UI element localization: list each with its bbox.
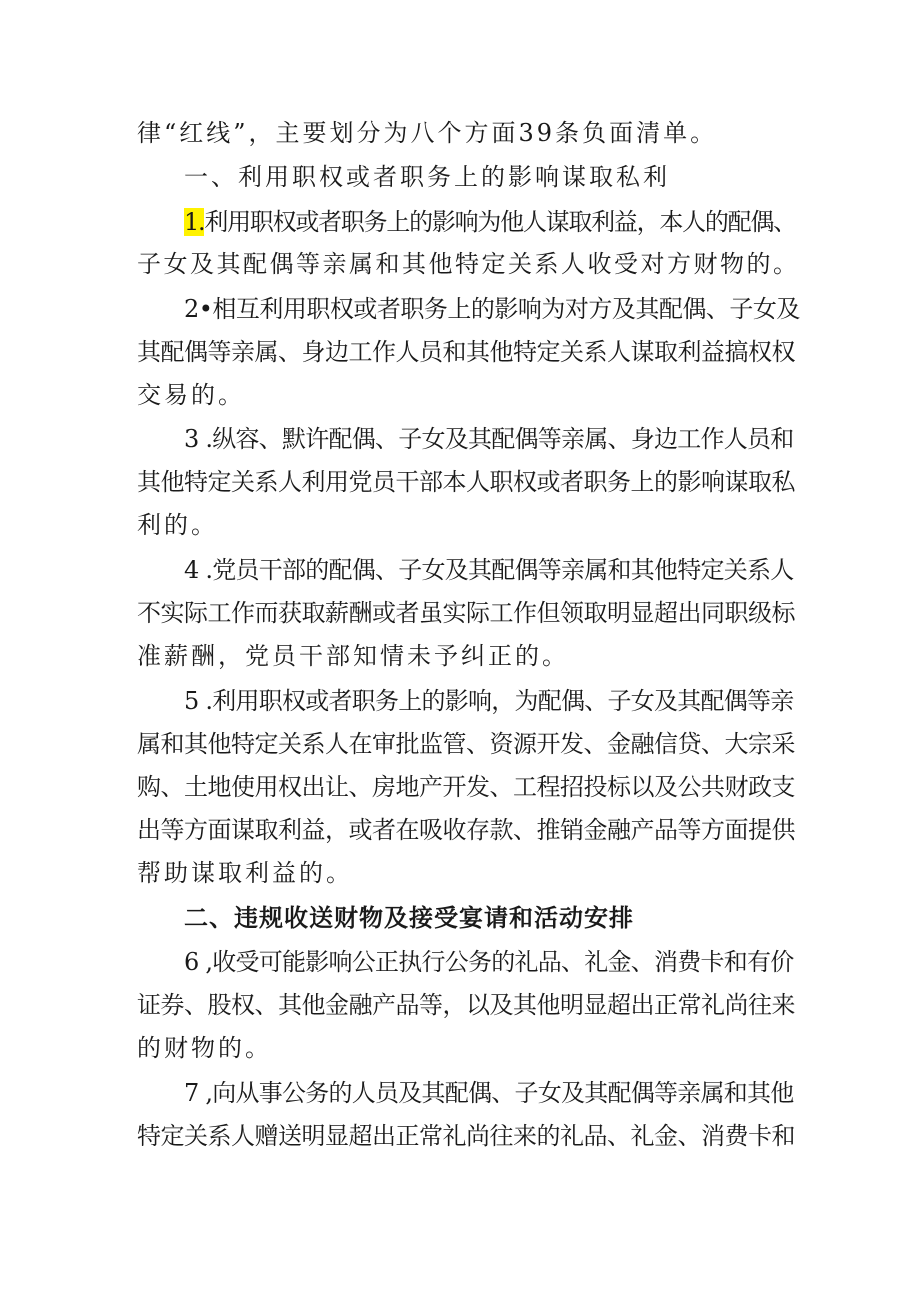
paragraph-line: 帮助谋取利益的。 bbox=[137, 859, 353, 887]
paragraph-line: 特定关系人赠送明显超出正常礼尚往来的礼品、礼金、消费卡和 bbox=[137, 1122, 795, 1150]
paragraph-line: 7 ,向从事公务的人员及其配偶、子女及其配偶等亲属和其他 bbox=[184, 1079, 794, 1107]
paragraph-line: 出等方面谋取利益，或者在吸收存款、推销金融产品等方面提供 bbox=[137, 816, 795, 844]
paragraph-line: 购、土地使用权出让、房地产开发、工程招投标以及公共财政支 bbox=[137, 773, 795, 801]
paragraph-line: 属和其他特定关系人在审批监管、资源开发、金融信贷、大宗采 bbox=[137, 730, 795, 758]
highlighted-item-number: 1. bbox=[184, 208, 205, 236]
paragraph-line: 利的。 bbox=[137, 511, 218, 539]
paragraph-line: 不实际工作而获取薪酬或者虽实际工作但领取明显超出同职级标 bbox=[137, 599, 795, 627]
paragraph-line: 准薪酬，党员干部知情未予纠正的。 bbox=[137, 642, 569, 670]
paragraph-line: 律“红线”，主要划分为八个方面39条负面清单。 bbox=[137, 119, 718, 147]
section-heading-1: 一、利用职权或者职务上的影响谋取私利 bbox=[184, 163, 670, 191]
paragraph-line: 3 .纵容、默许配偶、子女及其配偶等亲属、身边工作人员和 bbox=[184, 425, 794, 453]
paragraph-line: 的财物的。 bbox=[137, 1034, 272, 1062]
paragraph-line: 2•相互利用职权或者职务上的影响为对方及其配偶、子女及 bbox=[184, 295, 800, 323]
paragraph-line: 其配偶等亲属、身边工作人员和其他特定关系人谋取利益搞权权 bbox=[137, 338, 795, 366]
section-heading-2: 二、违规收送财物及接受宴请和活动安排 bbox=[184, 904, 634, 932]
paragraph-line: 子女及其配偶等亲属和其他特定关系人收受对方财物的。 bbox=[137, 250, 800, 278]
paragraph-line: 证券、股权、其他金融产品等，以及其他明显超出正常礼尚往来 bbox=[137, 991, 795, 1019]
paragraph-line: 4 .党员干部的配偶、子女及其配偶等亲属和其他特定关系人 bbox=[184, 556, 794, 584]
paragraph-line bbox=[184, 205, 796, 239]
paragraph-line: 5 .利用职权或者职务上的影响，为配偶、子女及其配偶等亲 bbox=[184, 687, 794, 715]
paragraph-line: 交易的。 bbox=[137, 381, 245, 409]
item-1-text: 利用职权或者职务上的影响为他人谋取利益，本人的配偶、 bbox=[204, 208, 796, 236]
paragraph-line: 6 ,收受可能影响公正执行公务的礼品、礼金、消费卡和有价 bbox=[184, 948, 794, 976]
paragraph-line: 其他特定关系人利用党员干部本人职权或者职务上的影响谋取私 bbox=[137, 468, 795, 496]
